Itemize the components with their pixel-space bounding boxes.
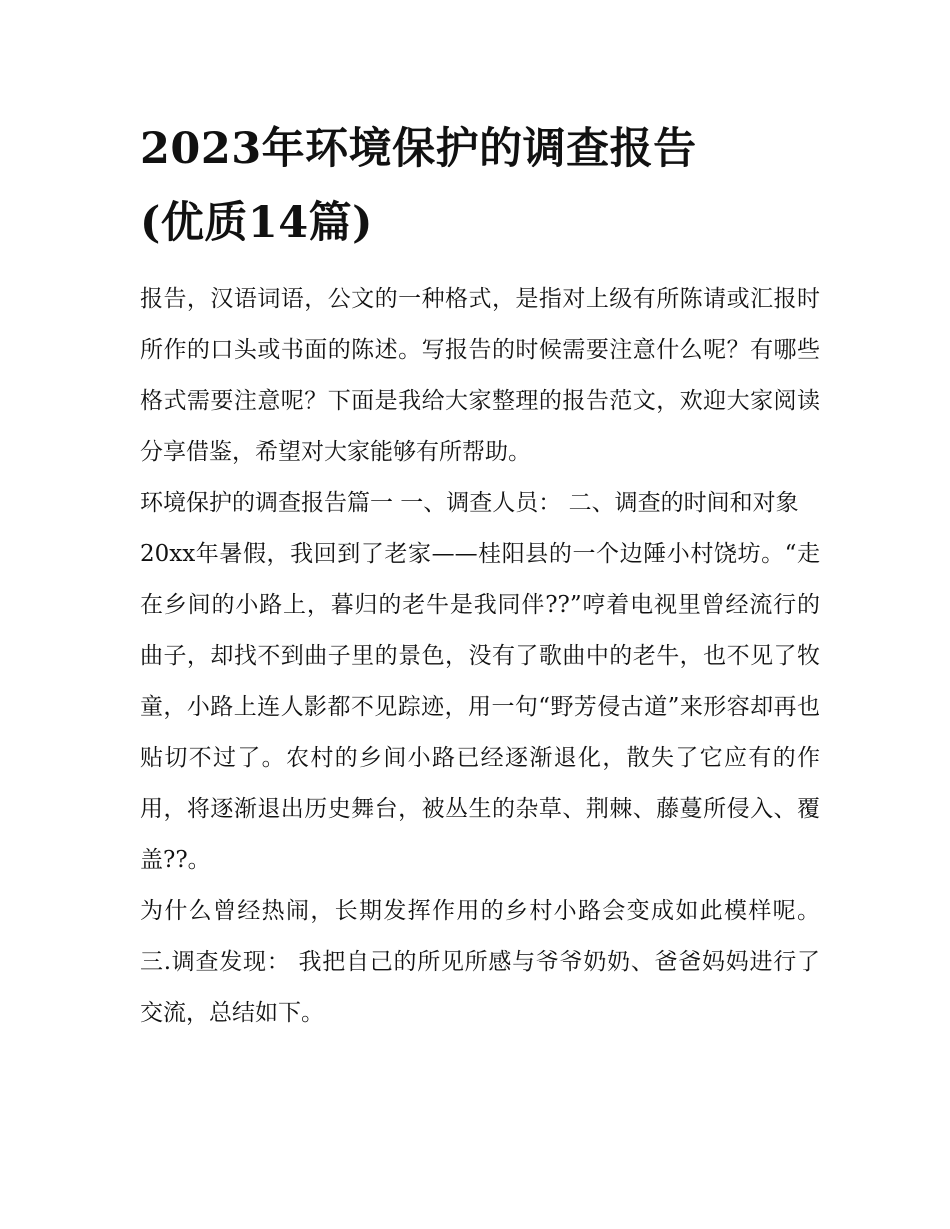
document-page	[140, 112, 820, 1039]
story-paragraph: 20xx年暑假，我回到了老家——桂阳县的一个边陲小村饶坊。“走在乡间的小路上，暮归的老牛是我同伴??”哼着电视里曾经流行的曲子，却找不到曲子里的景色，没有了歌曲中的老牛，也不见了牧童，小路上连人影都不见踪迹，用一句“野芳侵古道”来形容却再也贴切不过了。农村的乡间小路已经逐渐退化，散失了它应有的作用，将逐渐退出历史舞台，被丛生的杂草、荆棘、藤蔓所侵入、覆盖??。	[140, 541, 820, 873]
intro-paragraph: 报告，汉语词语，公文的一种格式，是指对上级有所陈请或汇报时所作的口头或书面的陈述。写报告的时候需要注意什么呢？有哪些格式需要注意呢？下面是我给大家整理的报告范文，欢迎大家阅读分享借鉴，希望对大家能够有所帮助。	[140, 286, 820, 465]
title-line-2: (优质14篇)	[140, 198, 374, 248]
title-line-1: 2023年环境保护的调查报告	[140, 124, 697, 174]
section-heading-paragraph: 环境保护的调查报告篇一 一、调查人员： 二、调查的时间和对象	[140, 490, 799, 516]
document-title	[140, 112, 820, 260]
findings-paragraph: 为什么曾经热闹，长期发挥作用的乡村小路会变成如此模样呢。 三.调查发现： 我把自己的所见所感与爷爷奶奶、爸爸妈妈进行了交流，总结如下。	[140, 898, 820, 1026]
